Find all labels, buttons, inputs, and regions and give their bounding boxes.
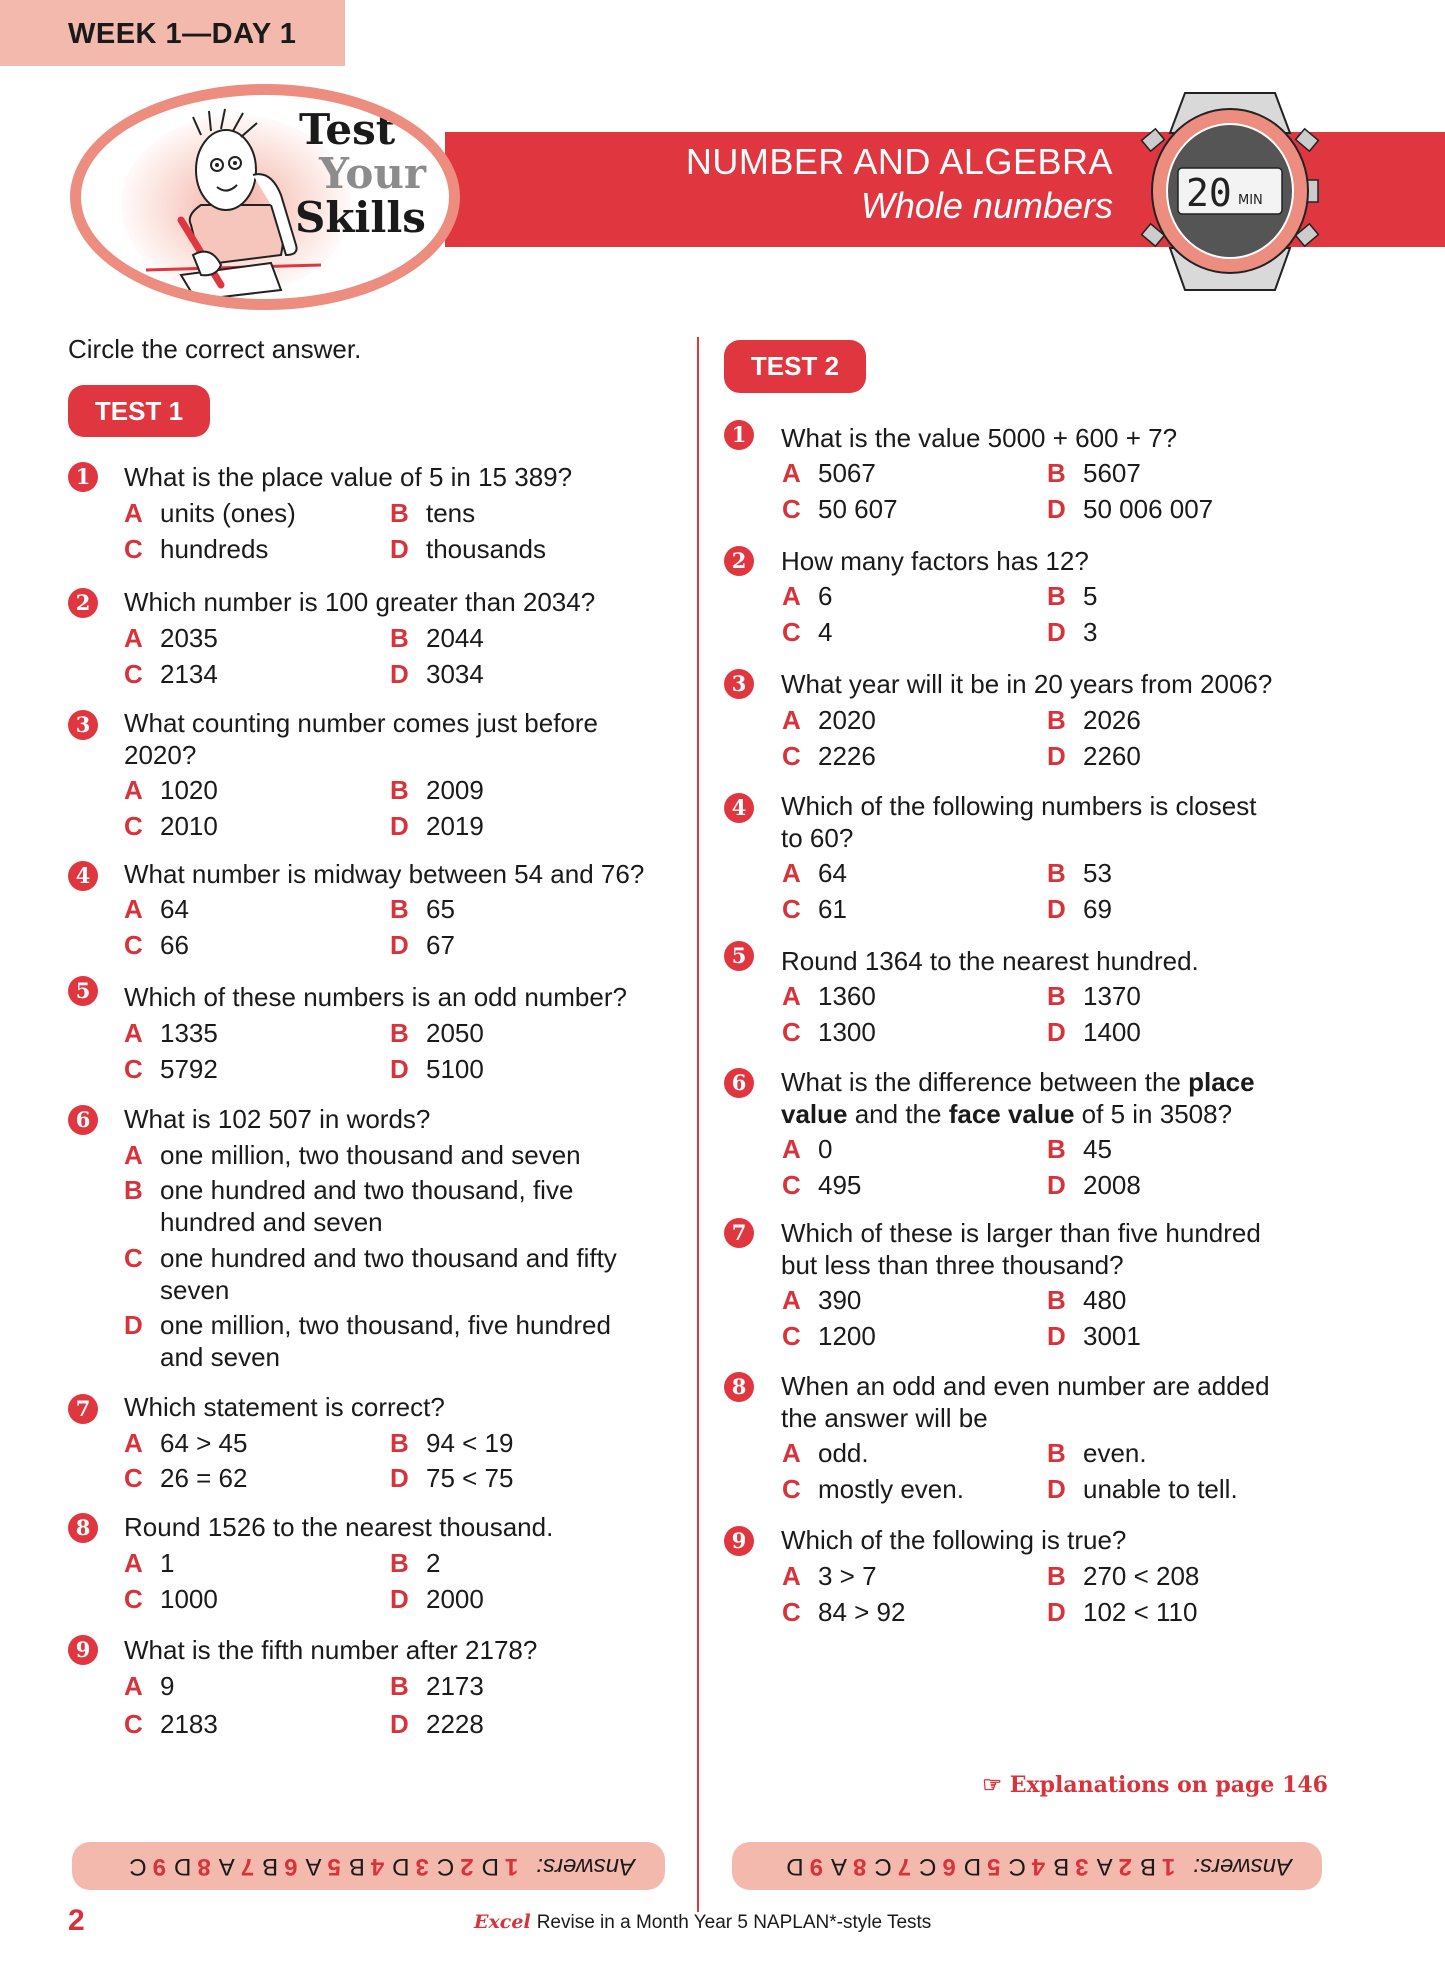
option-c[interactable]: C 84 > 92: [782, 1597, 906, 1627]
question-text: What year will it be in 20 years from 2006?: [781, 669, 1273, 699]
option-b[interactable]: B 2173: [390, 1671, 484, 1701]
week-day-banner: [0, 0, 345, 66]
option-b[interactable]: B 1370: [1047, 981, 1141, 1011]
question-number-badge: 5: [68, 976, 98, 1006]
option-d[interactable]: D 50 006 007: [1047, 494, 1214, 524]
option-d[interactable]: D 5100: [390, 1054, 484, 1084]
option-b[interactable]: B 270 < 208: [1047, 1561, 1200, 1591]
question-number-badge: 9: [724, 1526, 754, 1556]
question-text: What is the fifth number after 2178?: [124, 1635, 538, 1665]
question-text: What is the value 5000 + 600 + 7?: [781, 423, 1178, 453]
question-number-badge: 8: [724, 1372, 754, 1402]
option-c[interactable]: C one hundred and two thousand and fifty seven: [124, 1243, 617, 1305]
logo-word-skills: Skills: [295, 193, 426, 242]
question-number-badge: 3: [724, 669, 754, 699]
option-b[interactable]: B 2050: [390, 1018, 484, 1048]
option-c[interactable]: C 61: [782, 894, 847, 924]
stopwatch-icon: [1140, 88, 1320, 293]
question-number-badge: 4: [68, 861, 98, 891]
option-d[interactable]: D 3: [1047, 617, 1098, 647]
question-text: Round 1364 to the nearest hundred.: [781, 946, 1199, 976]
option-a[interactable]: A 1335: [124, 1018, 218, 1048]
option-d[interactable]: D 102 < 110: [1047, 1597, 1198, 1627]
option-b[interactable]: B 5607: [1047, 458, 1141, 488]
option-d[interactable]: D 2260: [1047, 741, 1141, 771]
option-c[interactable]: C 66: [124, 930, 189, 960]
pointing-hand-icon: ☞: [982, 1772, 1003, 1798]
question-text-line1: When an odd and even number are added: [781, 1371, 1270, 1401]
column-divider: [697, 337, 699, 1912]
test-1-badge: TEST 1: [68, 385, 210, 437]
question-text: Which statement is correct?: [124, 1392, 445, 1422]
question-text-line2: to 60?: [781, 823, 854, 853]
question-number-badge: 7: [68, 1394, 98, 1424]
section-title-sub: Whole numbers: [860, 185, 1113, 226]
option-c[interactable]: C 1300: [782, 1017, 876, 1047]
question-number-badge: 2: [724, 546, 754, 576]
question-number-badge: 7: [724, 1218, 754, 1248]
option-a[interactable]: A 390: [782, 1285, 862, 1315]
option-a[interactable]: A 5067: [782, 458, 876, 488]
logo-word-test: Test: [299, 105, 396, 154]
question-number-badge: 3: [68, 710, 98, 740]
option-d[interactable]: D one million, two thousand, five hundred and seven: [124, 1310, 611, 1372]
question-text-line1: What counting number comes just before: [124, 708, 599, 738]
option-c[interactable]: C hundreds: [124, 534, 269, 564]
option-c[interactable]: C 2183: [124, 1709, 218, 1739]
option-c[interactable]: C 4: [782, 617, 833, 647]
option-d[interactable]: D 67: [390, 930, 455, 960]
page-number: 2: [68, 1904, 85, 1937]
question-number-badge: 6: [724, 1068, 754, 1098]
footer-brand: Excel: [474, 1911, 531, 1933]
test-1-answers-bar: [72, 1842, 665, 1890]
explanations-link[interactable]: [982, 1772, 1328, 1798]
question-text-line1: Which of these is larger than five hundred: [781, 1218, 1261, 1248]
option-c[interactable]: C mostly even.: [782, 1474, 964, 1504]
option-b[interactable]: B 45: [1047, 1134, 1112, 1164]
question-text-line2: but less than three thousand?: [781, 1250, 1124, 1280]
section-title: [686, 140, 1113, 228]
option-d[interactable]: D 3001: [1047, 1321, 1141, 1351]
option-d[interactable]: D 2000: [390, 1584, 484, 1614]
question-number-badge: 1: [724, 420, 754, 450]
question-text: How many factors has 12?: [781, 546, 1089, 576]
option-b[interactable]: B tens: [390, 498, 476, 528]
question-text-line1: Which of the following numbers is closest: [781, 791, 1257, 821]
option-a[interactable]: A 1360: [782, 981, 876, 1011]
option-b[interactable]: B 5: [1047, 581, 1098, 611]
option-d[interactable]: D thousands: [390, 534, 546, 564]
section-title-main: NUMBER AND ALGEBRA: [685, 141, 1113, 182]
option-c[interactable]: C 1200: [782, 1321, 876, 1351]
question-text: Which number is 100 greater than 2034?: [124, 587, 596, 617]
option-b[interactable]: B one hundred and two thousand, five hundred and seven: [124, 1175, 574, 1237]
footer-book-title: Revise in a Month Year 5 NAPLAN*-style Tests: [536, 1912, 932, 1933]
option-b[interactable]: B 94 < 19: [390, 1428, 514, 1458]
option-a[interactable]: A 2020: [782, 705, 876, 735]
option-b[interactable]: B 65: [390, 894, 455, 924]
option-a[interactable]: A 3 > 7: [782, 1561, 877, 1591]
option-b[interactable]: B 2009: [390, 775, 484, 805]
option-c[interactable]: C 26 = 62: [124, 1463, 248, 1493]
option-c[interactable]: C 2226: [782, 741, 876, 771]
test-your-skills-logo: [70, 84, 460, 310]
option-a[interactable]: A 1: [124, 1548, 175, 1578]
option-c[interactable]: C 50 607: [782, 494, 898, 524]
option-d[interactable]: D 1400: [1047, 1017, 1141, 1047]
option-d[interactable]: D unable to tell.: [1047, 1474, 1238, 1504]
option-c[interactable]: C 2010: [124, 811, 218, 841]
option-b[interactable]: B even.: [1047, 1438, 1147, 1468]
option-b[interactable]: B 2044: [390, 623, 484, 653]
question-number-badge: 8: [68, 1513, 98, 1543]
option-a[interactable]: A 2035: [124, 623, 218, 653]
option-a[interactable]: A 64: [124, 894, 189, 924]
logo-word-your: Your: [319, 149, 427, 198]
option-c[interactable]: C 495: [782, 1170, 862, 1200]
option-d[interactable]: D 69: [1047, 894, 1112, 924]
test-2-answers-bar: [732, 1842, 1322, 1890]
question-text-line2: the answer will be: [781, 1403, 988, 1433]
question-text: Which of these numbers is an odd number?: [124, 982, 627, 1012]
question-text: What is the difference between the place value and the face value of 5 in 3508?: [781, 1067, 1255, 1129]
question-number-badge: 1: [68, 462, 98, 492]
question-text: What number is midway between 54 and 76?: [124, 859, 645, 889]
option-a[interactable]: A odd.: [782, 1438, 869, 1468]
test-2-answers-text: Answers: 1 B 2 A 3 B 4 C 5 D 6 C 7 C 8 A 9 D: [786, 1853, 1292, 1880]
question-number-badge: 5: [724, 941, 754, 971]
option-b[interactable]: B 53: [1047, 858, 1112, 888]
option-d[interactable]: D 3034: [390, 659, 484, 689]
question-text: What is the place value of 5 in 15 389?: [124, 462, 573, 492]
option-b[interactable]: B 480: [1047, 1285, 1127, 1315]
question-number-badge: 6: [68, 1105, 98, 1135]
test-1-answers-text: Answers: 1 D 2 C 3 D 4 B 5 A 6 B 7 A 8 D 9 C: [129, 1853, 635, 1880]
question-number-badge: 9: [68, 1635, 98, 1665]
option-d[interactable]: D 75 < 75: [390, 1463, 514, 1493]
test-2-badge: TEST 2: [724, 340, 866, 393]
option-a[interactable]: A units (ones): [124, 498, 296, 528]
week-day-label: WEEK 1—DAY 1: [68, 18, 297, 50]
option-b[interactable]: B 2026: [1047, 705, 1141, 735]
option-c[interactable]: C 5792: [124, 1054, 218, 1084]
question-number-badge: 2: [68, 588, 98, 618]
instruction-text: Circle the correct answer.: [68, 334, 362, 364]
option-a[interactable]: A 1020: [124, 775, 218, 805]
option-a[interactable]: A one million, two thousand and seven: [124, 1140, 581, 1170]
option-d[interactable]: D 2228: [390, 1709, 484, 1739]
option-a[interactable]: A 64: [782, 858, 847, 888]
question-number-badge: 4: [724, 793, 754, 823]
question-text-line2: 2020?: [124, 740, 197, 770]
question-text: Which of the following is true?: [781, 1525, 1127, 1555]
timer-value: 20: [1186, 171, 1232, 215]
option-a[interactable]: A 0: [782, 1134, 833, 1164]
option-d[interactable]: D 2008: [1047, 1170, 1141, 1200]
svg-text:MIN: MIN: [1238, 193, 1263, 208]
option-a[interactable]: A 6: [782, 581, 833, 611]
option-a[interactable]: A 64 > 45: [124, 1428, 248, 1458]
question-text: What is 102 507 in words?: [124, 1104, 431, 1134]
option-b[interactable]: B 2: [390, 1548, 441, 1578]
footer-title: [474, 1911, 931, 1934]
option-d[interactable]: D 2019: [390, 811, 484, 841]
option-c[interactable]: C 2134: [124, 659, 218, 689]
explanations-text: Explanations on page 146: [1009, 1772, 1328, 1798]
question-text: Round 1526 to the nearest thousand.: [124, 1512, 554, 1542]
option-a[interactable]: A 9: [124, 1671, 175, 1701]
option-c[interactable]: C 1000: [124, 1584, 218, 1614]
